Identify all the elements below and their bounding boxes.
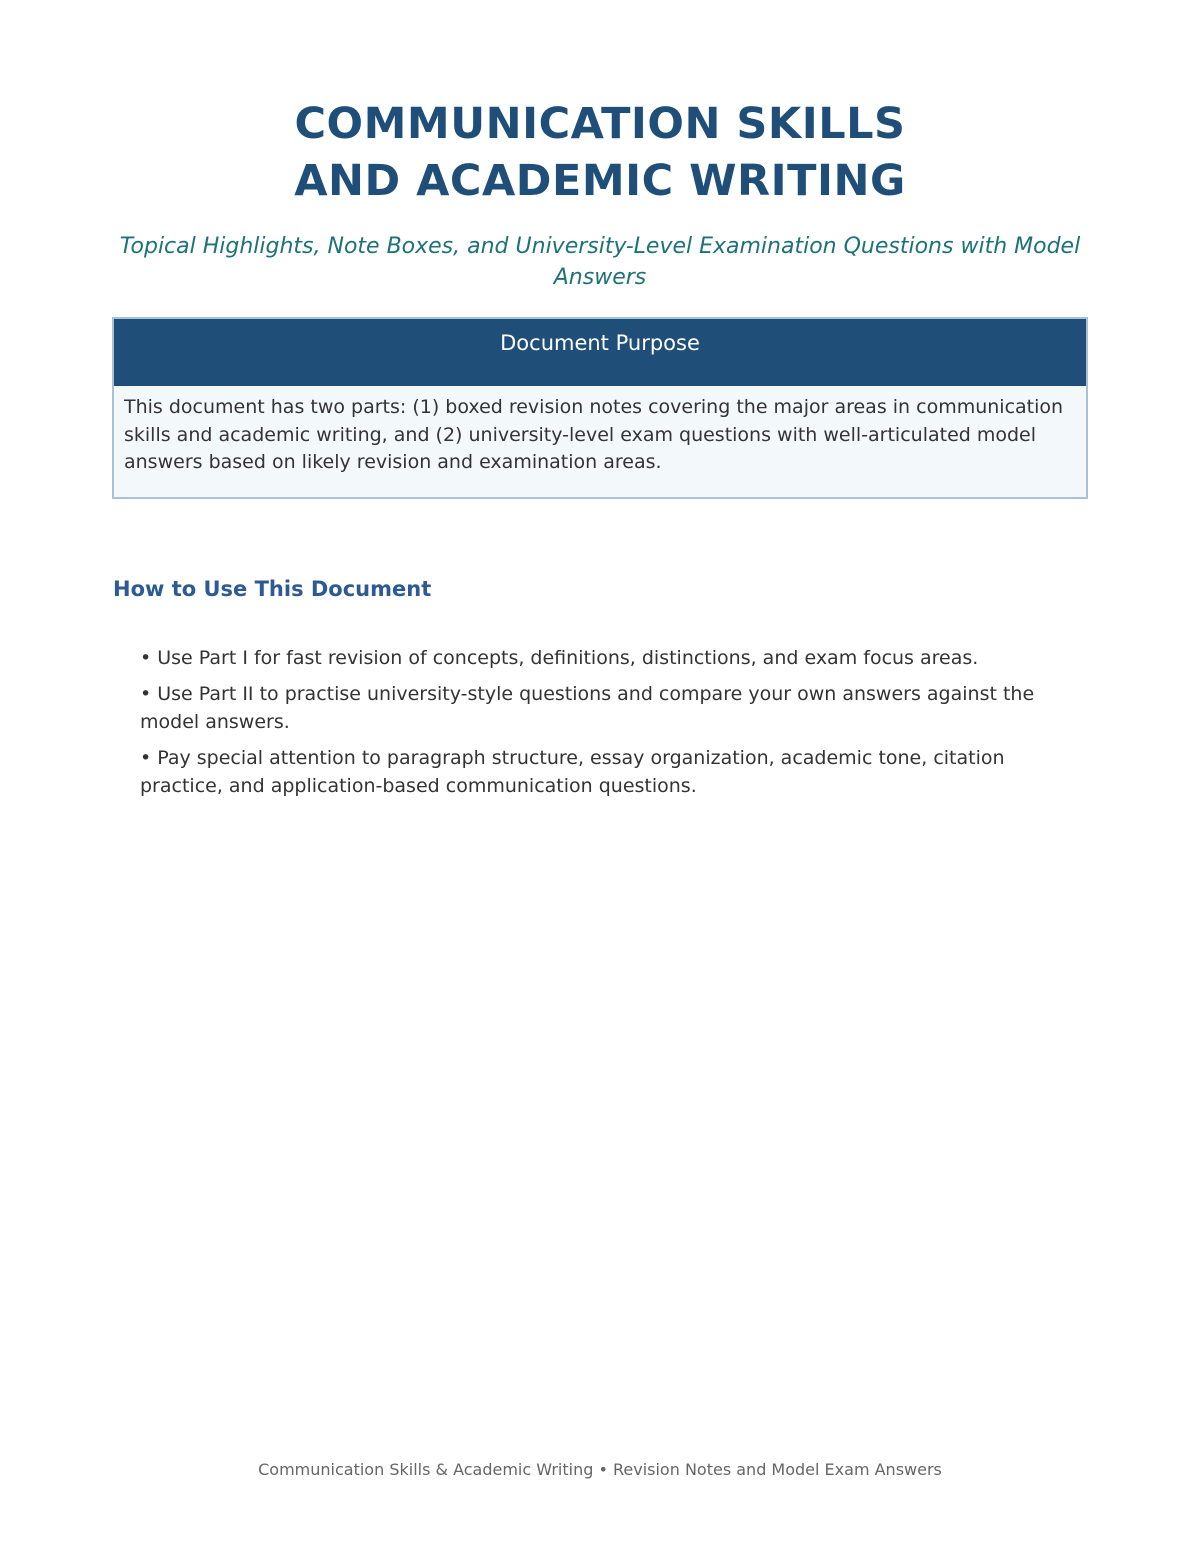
title-line-2: AND ACADEMIC WRITING [294, 156, 906, 206]
document-subtitle: Topical Highlights, Note Boxes, and University-Level Examination Questions with Model Answers [119, 234, 1081, 290]
title-line-1: COMMUNICATION SKILLS [294, 99, 906, 149]
purpose-box-heading: Document Purpose [114, 319, 1086, 386]
purpose-box-body: This document has two parts: (1) boxed revision notes covering the major areas in communication skills and academic writing, and (2) university-level exam questions with well-articulated model answers based on likely revision and examination areas. [124, 396, 1064, 473]
document-title [0, 96, 1200, 210]
how-to-use-list [140, 644, 1090, 808]
list-item: • Use Part II to practise university-style questions and compare your own answers against the model answers. [140, 683, 1035, 733]
how-to-use-heading: How to Use This Document [113, 577, 432, 601]
list-item: • Pay special attention to paragraph structure, essay organization, academic tone, citation practice, and application-based communication questions. [140, 747, 1005, 797]
page-footer: Communication Skills & Academic Writing • Revision Notes and Model Exam Answers [258, 1460, 942, 1479]
document-purpose-box [112, 317, 1088, 499]
list-item: • Use Part I for fast revision of concepts, definitions, distinctions, and exam focus areas. [140, 647, 979, 669]
